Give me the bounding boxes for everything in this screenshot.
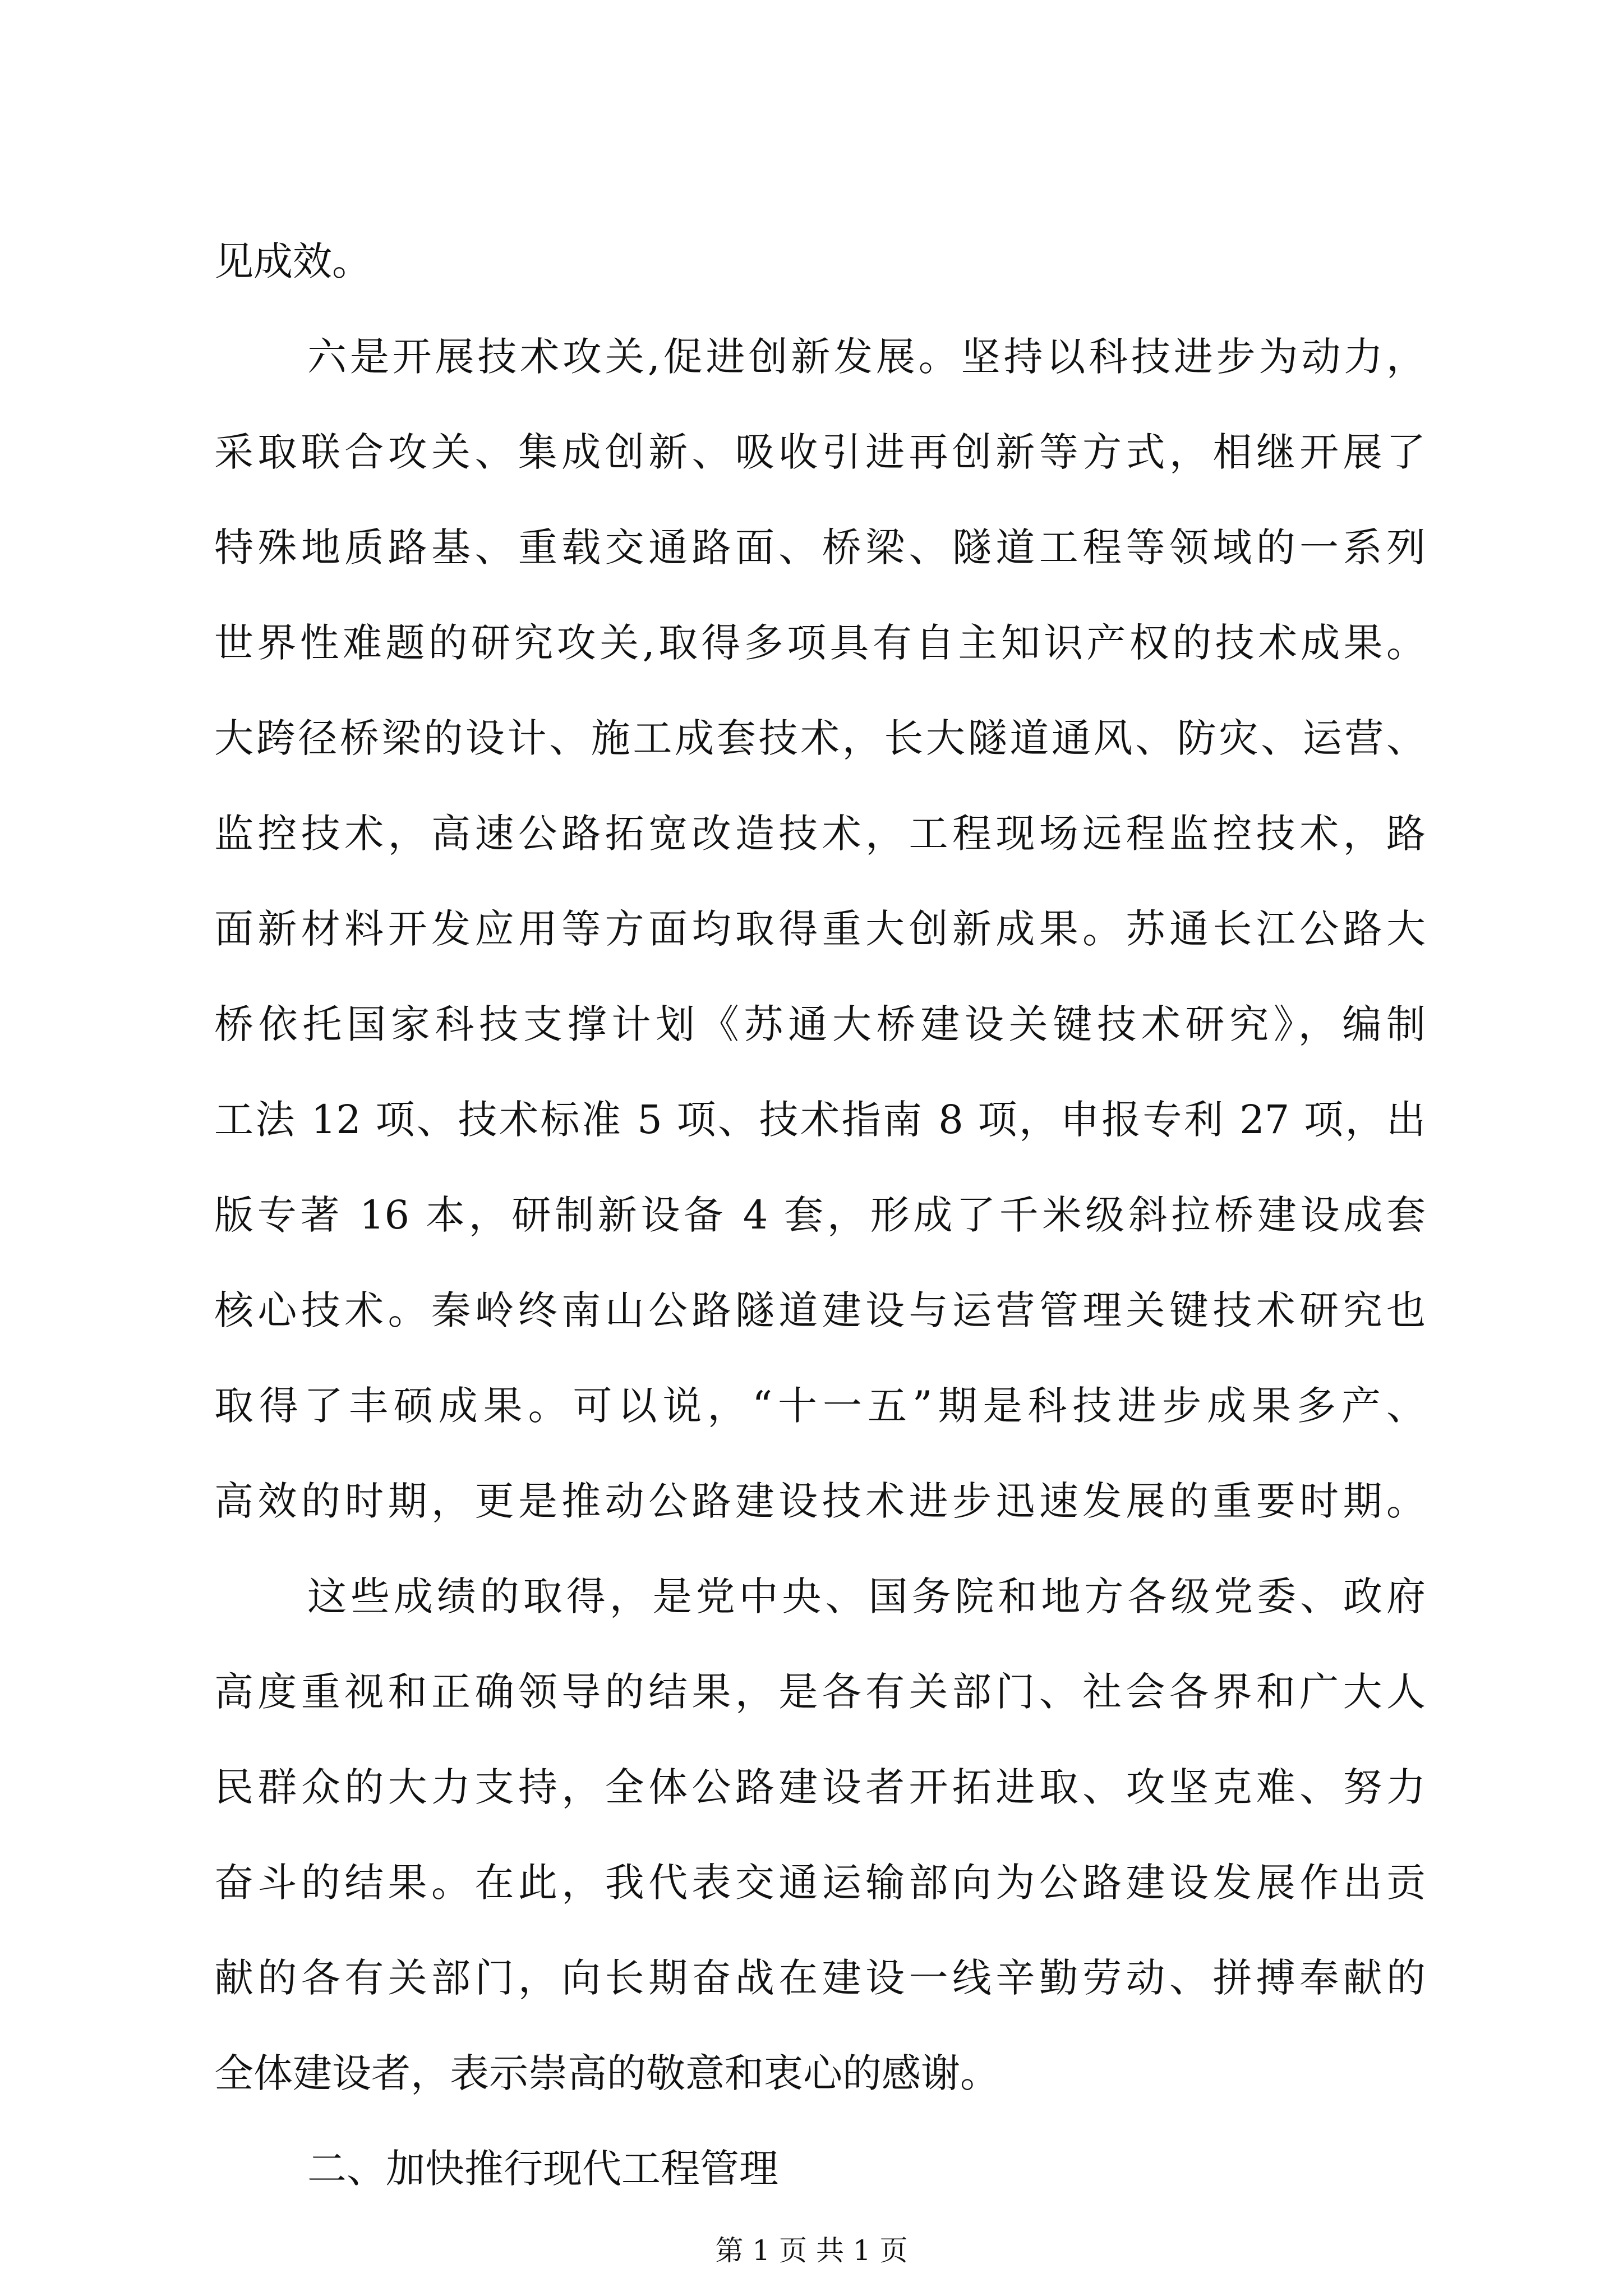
paragraph-line: 采取联合攻关、集成创新、吸收引进再创新等方式，相继开展了 (214, 429, 1426, 475)
paragraph-line: 桥依托国家科技支撑计划《苏通大桥建设关键技术研究》，编制 (214, 1001, 1426, 1047)
paragraph-line: 大跨径桥梁的设计、施工成套技术，长大隧道通风、防灾、运营、 (214, 715, 1426, 761)
paragraph-line: 高效的时期，更是推动公路建设技术进步迅速发展的重要时期。 (214, 1478, 1426, 1524)
section-heading: 二、加快推行现代工程管理 (307, 2146, 778, 2192)
paragraph-line: 献的各有关部门，向长期奋战在建设一线辛勤劳动、拼搏奉献的 (214, 1955, 1426, 2001)
paragraph-line: 民群众的大力支持，全体公路建设者开拓进取、攻坚克难、努力 (214, 1764, 1426, 1810)
paragraph-line: 特殊地质路基、重载交通路面、桥梁、隧道工程等领域的一系列 (214, 524, 1426, 570)
paragraph-line: 工法 12 项、技术标准 5 项、技术指南 8 项，申报专利 27 项，出 (214, 1097, 1426, 1143)
paragraph-line: 奋斗的结果。在此，我代表交通运输部向为公路建设发展作出贡 (214, 1860, 1426, 1906)
paragraph-line: 取得了丰硕成果。可以说，“十一五”期是科技进步成果多产、 (214, 1383, 1426, 1429)
paragraph-line: 六是开展技术攻关,促进创新发展。坚持以科技进步为动力， (307, 334, 1426, 380)
page-footer: 第 1 页 共 1 页 (715, 2234, 908, 2267)
paragraph-line: 世界性难题的研究攻关,取得多项具有自主知识产权的技术成果。 (214, 620, 1426, 666)
paragraph-line: 面新材料开发应用等方面均取得重大创新成果。苏通长江公路大 (214, 906, 1426, 952)
paragraph-line: 监控技术，高速公路拓宽改造技术，工程现场远程监控技术，路 (214, 811, 1426, 857)
paragraph-line: 版专著 16 本，研制新设备 4 套，形成了千米级斜拉桥建设成套 (214, 1192, 1426, 1238)
paragraph-line: 这些成绩的取得，是党中央、国务院和地方各级党委、政府 (307, 1573, 1426, 1619)
paragraph-line: 见成效。 (214, 238, 371, 284)
paragraph-line: 核心技术。秦岭终南山公路隧道建设与运营管理关键技术研究也 (214, 1287, 1426, 1333)
paragraph-line: 全体建设者，表示崇高的敬意和衷心的感谢。 (214, 2050, 999, 2096)
paragraph-line: 高度重视和正确领导的结果，是各有关部门、社会各界和广大人 (214, 1669, 1426, 1715)
